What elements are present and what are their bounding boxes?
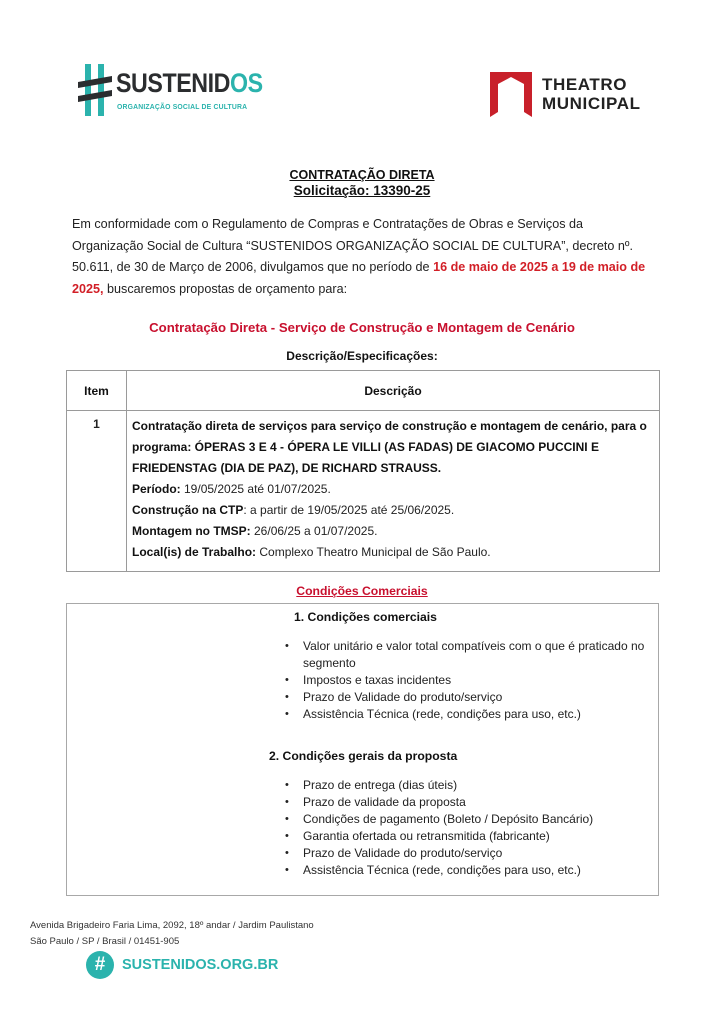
periodo-line: Período: 19/05/2025 até 01/07/2025. — [132, 482, 331, 496]
list-item: • Prazo de validade da proposta — [285, 794, 655, 811]
date-range-highlight: 16 de maio de 2025 a 19 de maio de 2025, — [72, 260, 646, 296]
arch-icon — [490, 72, 532, 117]
table-row — [67, 411, 660, 572]
list-item: • Prazo de Validade do produto/serviço — [285, 689, 655, 706]
solicitation-number: Solicitação: 13390-25 — [293, 183, 431, 198]
conditions-section2-title: 2. Condições gerais da proposta — [269, 749, 458, 763]
list-item: • Prazo de entrega (dias úteis) — [285, 777, 655, 794]
list-item: • Assistência Técnica (rede, condições para uso, etc.) — [285, 862, 655, 879]
conditions-section2-list — [285, 777, 655, 879]
list-item: • Prazo de Validade do produto/serviço — [285, 845, 655, 862]
conditions-section1-title: 1. Condições comerciais — [294, 610, 437, 624]
spec-label: Descrição/Especificações: — [286, 349, 438, 363]
table-header-row — [67, 371, 660, 411]
list-item: • Assistência Técnica (rede, condições para uso, etc.) — [285, 706, 655, 723]
construcao-line: Construção na CTP: a partir de 19/05/2025 até 25/06/2025. — [132, 503, 455, 517]
description-main: Contratação direta de serviços para serviço de construção e montagem de cenário, para o programa: ÓPERAS 3 E 4 - ÓPERA LE VILLI (AS FADAS) DE GIACOMO PUCCINI E FRIEDENSTAG (DIA DE PAZ), DE RICHARD STRAUSS. — [132, 419, 647, 475]
theatro-wordmark: THEATRO MUNICIPAL — [542, 75, 641, 113]
list-item: • Valor unitário e valor total compatíveis com o que é praticado no segmento — [285, 638, 655, 672]
list-item: • Condições de pagamento (Boleto / Depósito Bancário) — [285, 811, 655, 828]
section-heading: Contratação Direta - Serviço de Construção e Montagem de Cenário — [149, 320, 575, 335]
intro-paragraph: Em conformidade com o Regulamento de Compras e Contratações de Obras e Serviços da Organização Social de Cultura “SUSTENIDOS ORGANIZAÇÃO SOCIAL DE CULTURA”, decreto nº. 50.611, de 30 de Março de 2006, divulgamos que no período de 16 de maio de 2025 a 19 de maio de 2025, buscaremos propostas de orçamento para: — [72, 217, 646, 296]
sustenidos-logo — [78, 64, 263, 116]
conditions-heading: Condições Comerciais — [296, 584, 428, 598]
sustenidos-wordmark: SUSTENIDOS — [116, 68, 263, 98]
description-table — [66, 370, 660, 572]
header-item: Item — [67, 371, 127, 411]
item-number: 1 — [67, 411, 127, 572]
hashtag-circle-icon: # — [86, 951, 114, 979]
hashtag-icon — [78, 64, 112, 116]
theatro-municipal-logo — [490, 72, 660, 120]
list-item: • Impostos e taxas incidentes — [285, 672, 655, 689]
montagem-line: Montagem no TMSP: 26/06/25 a 01/07/2025. — [132, 524, 378, 538]
list-item: • Garantia ofertada ou retransmitida (fabricante) — [285, 828, 655, 845]
header-description: Descrição — [127, 371, 660, 411]
footer-address: Avenida Brigadeiro Faria Lima, 2092, 18º andar / Jardim Paulistano São Paulo / SP / Brasil / 01451-905 — [30, 920, 314, 947]
conditions-section1-list — [285, 638, 655, 723]
page-title: CONTRATAÇÃO DIRETA — [289, 168, 435, 182]
document-title-block — [0, 168, 724, 198]
conditions-box — [66, 603, 659, 896]
website-link[interactable]: SUSTENIDOS.ORG.BR — [122, 957, 279, 973]
sustenidos-tagline: ORGANIZAÇÃO SOCIAL DE CULTURA — [117, 102, 248, 111]
local-line: Local(is) de Trabalho: Complexo Theatro Municipal de São Paulo. — [132, 545, 491, 559]
item-description — [127, 411, 660, 572]
